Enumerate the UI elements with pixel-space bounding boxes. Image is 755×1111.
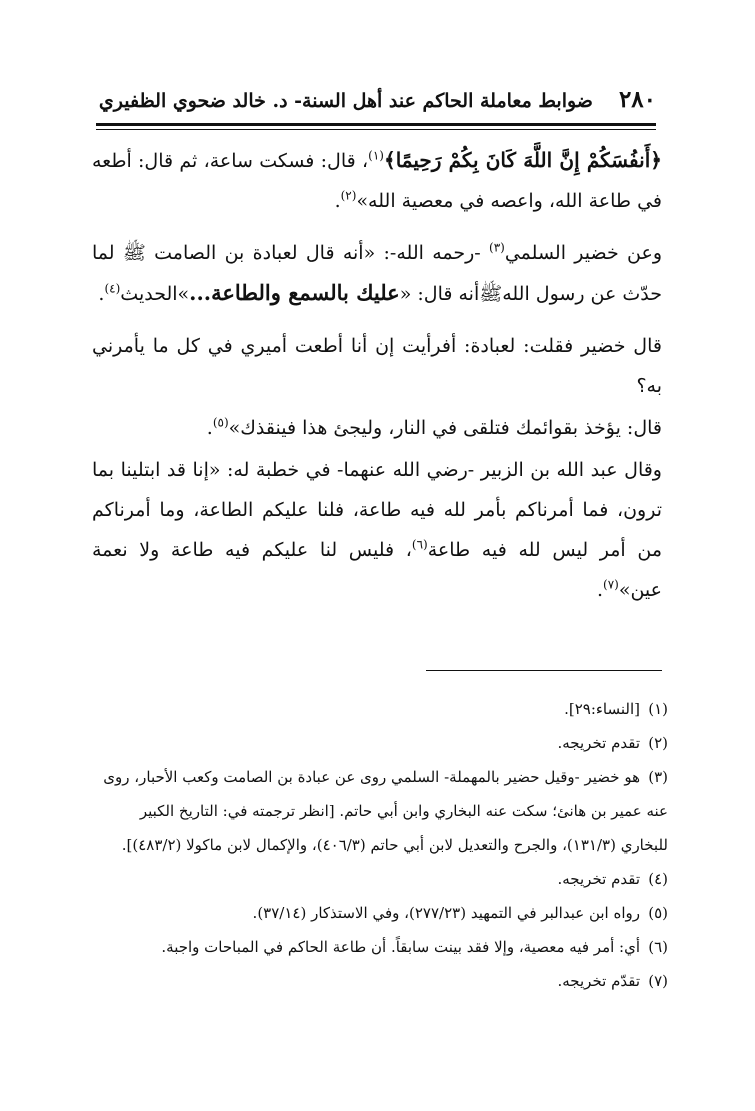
footnote-ref-3[interactable]: (٣) <box>489 240 505 255</box>
paragraph-4-text: قال: يؤخذ بقوائمك فتلقى في النار، وليجئ هذا فينقذك» <box>228 417 662 439</box>
punctuation: . <box>596 579 603 601</box>
page-number: ٢٨٠ <box>618 86 656 113</box>
footnote-ref-5[interactable]: (٥) <box>212 415 229 430</box>
footnote-ref-1[interactable]: (١) <box>368 148 384 163</box>
footnote-text: تقدم تخريجه. <box>557 734 640 752</box>
footnote-text: [النساء:٢٩]. <box>564 700 640 718</box>
footnote-3 <box>96 760 668 862</box>
footnote-number: (١) <box>648 700 668 718</box>
paragraph-1 <box>92 140 662 221</box>
paragraph-2 <box>92 233 662 314</box>
footnote-5 <box>96 896 668 930</box>
footnote-ref-2[interactable]: (٢) <box>340 188 357 203</box>
footnote-2 <box>96 726 668 760</box>
footnote-7 <box>96 964 668 998</box>
hadith-emphasis: عليك بالسمع والطاعة... <box>189 280 400 305</box>
footnote-text: أي: أمر فيه معصية، وإلا فقد بينت سابقاً. أن طاعة الحاكم في المباحات واجبة. <box>161 938 640 956</box>
footnote-number: (٣) <box>648 768 668 786</box>
paragraph-3-text: قال خضير فقلت: لعبادة: أفرأيت إن أنا أطعت أميري في كل ما يأمرني به؟ <box>92 335 662 397</box>
paragraph-4 <box>92 408 662 448</box>
footnote-text: تقدم تخريجه. <box>557 870 640 888</box>
paragraph-5-text-a: وقال عبد الله بن الزبير -رضي الله عنهما- في خطبة له: «إنا قد ابتلينا بما ترون، فما أمرناكم بأمر لله فيه طاعة، فلنا عليكم الطاعة، وما أمرناكم من أمر ليس لله فيه طاعة <box>92 459 662 561</box>
footnote-number: (٤) <box>648 870 668 888</box>
punctuation: . <box>206 417 213 439</box>
footnote-6 <box>96 930 668 964</box>
footnotes <box>96 692 668 998</box>
paragraph-3 <box>92 326 662 406</box>
paragraph-2-text-c: »الحديث <box>120 283 190 305</box>
punctuation: . <box>98 283 105 305</box>
running-title: ضوابط معاملة الحاكم عند أهل السنة- د. خالد ضحوي الظفيري <box>98 90 593 112</box>
footnote-separator <box>426 670 662 671</box>
paragraph-1-text: ، قال: فسكت ساعة، ثم قال: أطعه في طاعة الله، واعصه في معصية الله» <box>92 150 662 212</box>
main-text <box>92 140 662 622</box>
footnote-text: تقدّم تخريجه. <box>557 972 640 990</box>
paragraph-5-text-b: ، فليس لنا عليكم فيه طاعة ولا نعمة عين» <box>92 539 662 601</box>
header-rule-thin <box>96 129 656 130</box>
paragraph-2-text-a: وعن خضير السلمي <box>504 242 662 264</box>
paragraph-5 <box>92 450 662 610</box>
footnote-text: هو خضير -وقيل حضير بالمهملة- السلمي روى عن عبادة بن الصامت وكعب الأحبار، روى عنه عمير بن هانئ؛ سكت عنه البخاري وابن أبي حاتم. [انظر ترجمته في: التاريخ الكبير للبخاري (١٣١/٣)، والجرح والتعديل لابن أبي حاتم (٤٠٦/٣)، والإكمال لابن ماكولا (٤٨٣/٢)]. <box>103 768 668 854</box>
footnote-ref-7[interactable]: (٧) <box>603 577 619 592</box>
footnote-ref-6[interactable]: (٦) <box>411 537 428 552</box>
footnote-number: (٢) <box>648 734 668 752</box>
footnote-1 <box>96 692 668 726</box>
quran-verse: ﴿أَنفُسَكُمْ إِنَّ اللَّهَ كَانَ بِكُمْ رَحِيمًا﴾ <box>383 148 662 172</box>
footnote-number: (٥) <box>648 904 668 922</box>
footnote-text: رواه ابن عبدالبر في التمهيد (٢٧٧/٢٣)، وفي الاستذكار (٣٧/١٤). <box>252 904 640 922</box>
footnote-ref-4[interactable]: (٤) <box>104 281 121 296</box>
footnote-number: (٦) <box>648 938 668 956</box>
page-header <box>96 86 656 118</box>
header-rule-thick <box>96 123 656 126</box>
footnote-4 <box>96 862 668 896</box>
paragraph-2-text-b: -رحمه الله-: «أنه قال لعبادة بن الصامت ﷺ لما حدّث عن رسول اللهﷺأنه قال: « <box>92 242 662 305</box>
punctuation: . <box>334 190 341 212</box>
footnote-number: (٧) <box>648 972 668 990</box>
